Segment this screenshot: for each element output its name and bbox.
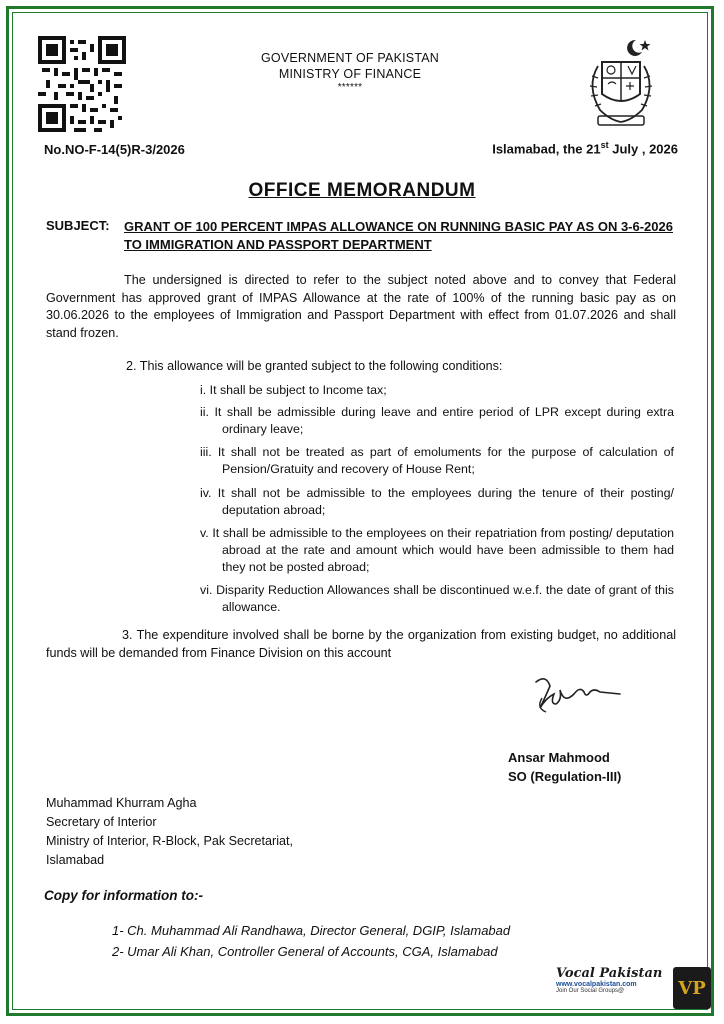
addressee-block: [46, 794, 293, 870]
letterhead-line-government: GOVERNMENT OF PAKISTAN: [260, 51, 440, 65]
copy-list: [112, 920, 510, 962]
condition-item: v. It shall be admissible to the employees on their repatriation from posting/ deputation abroad at the rate and amount which would have been admissible to them had they not be posted abroad;: [200, 526, 674, 574]
copy-list-item: 1- Ch. Muhammad Ali Randhawa, Director General, DGIP, Islamabad: [112, 923, 511, 938]
paragraph-1: The undersigned is directed to refer to the subject noted above and to convey that Federal Government has approved grant of IMPAS Allowance at the rate of 100% of the running basic pay as on 30.06.2026 to the employees of Immigration and Passport Department with effect from 01.07.2026 and shall stand frozen.: [46, 273, 676, 340]
addressee-line: Secretary of Interior: [46, 815, 157, 829]
signatory-designation: SO (Regulation-III): [508, 769, 622, 784]
signatory: [508, 748, 621, 786]
state-emblem-icon: [578, 36, 664, 132]
watermark-social: Join Our Social Groups@: [556, 988, 625, 994]
paragraph-2: 2. This allowance will be granted subject to the following conditions:: [126, 359, 503, 373]
addressee-line: Ministry of Interior, R-Block, Pak Secretariat,: [46, 834, 294, 848]
signatory-name: Ansar Mahmood: [508, 750, 610, 765]
copy-list-item: 2- Umar Ali Khan, Controller General of Accounts, CGA, Islamabad: [112, 944, 498, 959]
condition-item: iii. It shall not be treated as part of emoluments for the purpose of calculation of Pension/Gratuity and recovery of House Rent;: [200, 445, 674, 476]
letterhead-line-ministry: MINISTRY OF FINANCE: [278, 67, 422, 81]
reference-number: No.NO-F-14(5)R-3/2026: [44, 142, 185, 157]
condition-item: iv. It shall not be admissible to the employees during the tenure of their posting/ deputation abroad;: [200, 486, 674, 517]
subject-label: SUBJECT:: [46, 218, 110, 233]
letterhead: [230, 50, 470, 94]
addressee-line: Islamabad: [46, 853, 105, 867]
condition-item: vi. Disparity Reduction Allowances shall be discontinued w.e.f. the date of grant of this allowance.: [200, 583, 674, 614]
issue-date: Islamabad, the 21st July , 2026: [492, 140, 678, 157]
document-title: OFFICE MEMORANDUM: [248, 180, 476, 201]
addressee-line: Muhammad Khurram Agha: [46, 796, 197, 810]
letterhead-stars: ******: [337, 82, 363, 93]
condition-item: i. It shall be subject to Income tax;: [200, 383, 387, 397]
watermark-brand: Vocal Pakistan: [556, 966, 663, 981]
paragraph-3: 3. The expenditure involved shall be borne by the organization from existing budget, no additional funds will be demanded from Finance Division on this account: [46, 628, 676, 660]
watermark-logo-icon: [672, 966, 712, 1010]
svg-text:VP: VP: [678, 978, 706, 999]
signature-icon: [528, 672, 628, 718]
condition-item: ii. It shall be admissible during leave and entire period of LPR except during extra ordinary leave;: [200, 405, 674, 436]
watermark: [556, 966, 672, 1012]
watermark-site: www.vocalpakistan.com: [556, 981, 637, 988]
date-ordinal: st: [600, 140, 609, 150]
copy-label: Copy for information to:-: [44, 888, 203, 903]
subject-text: GRANT OF 100 PERCENT IMPAS ALLOWANCE ON RUNNING BASIC PAY AS ON 3-6-2026 TO IMMIGRATION AND PASSPORT DEPARTMENT: [124, 219, 673, 252]
qr-code-icon: [38, 36, 126, 132]
